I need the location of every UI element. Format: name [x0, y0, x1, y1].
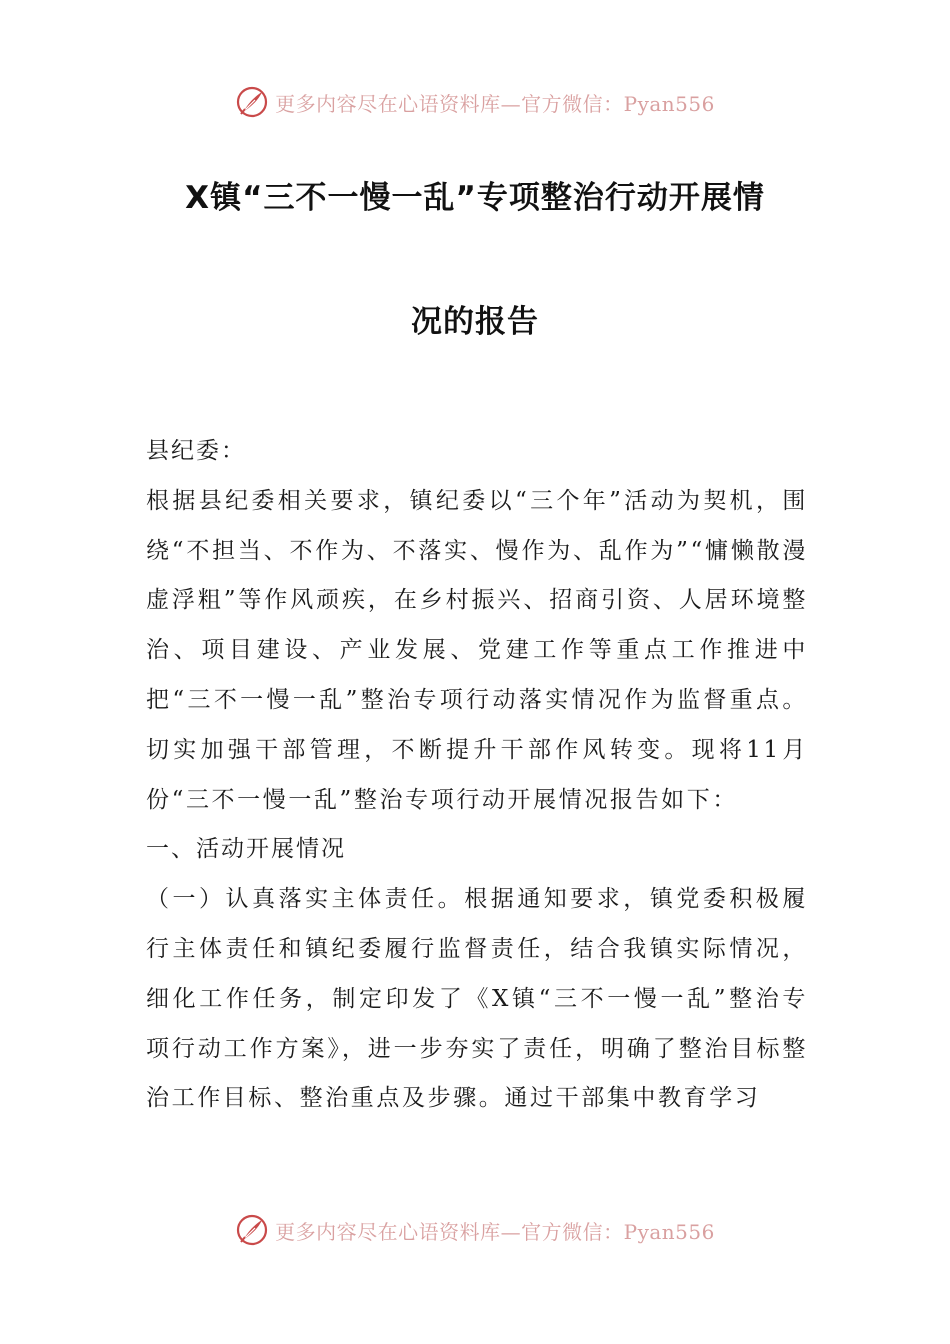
document-title-line-1: X镇“三不一慢一乱”专项整治行动开展情: [185, 180, 765, 216]
salutation: 县纪委：: [146, 438, 246, 464]
watermark-banner-top: [0, 82, 950, 122]
feather-pen-logo-icon: [235, 85, 269, 119]
feather-pen-logo-icon: [235, 1213, 269, 1247]
document-title-line-2: 况的报告: [411, 304, 539, 340]
document-body: [146, 427, 808, 1124]
watermark-text: 更多内容尽在心语资料库—官方微信：Pyan556: [275, 1219, 715, 1244]
watermark-banner-bottom: [0, 1210, 950, 1250]
paragraph-responsibility: （一）认真落实主体责任。根据通知要求，镇党委积极履行主体责任和镇纪委履行监督责任，结合我镇实际情况，细化工作任务，制定印发了《X镇“三不一慢一乱”整治专项行动工作方案》，进一步夯实了责任，明确了整治目标整治工作目标、整治重点及步骤。通过干部集中教育学习: [146, 886, 808, 1112]
section-heading-1: 一、活动开展情况: [146, 836, 346, 863]
paragraph-intro: 根据县纪委相关要求，镇纪委以“三个年”活动为契机，围绕“不担当、不作为、不落实、慢作为、乱作为”“慵懒散漫虚浮粗”等作风顽疾，在乡村振兴、招商引资、人居环境整治、项目建设、产业发展、党建工作等重点工作推进中把“三不一慢一乱”整治专项行动落实情况作为监督重点。切实加强干部管理，不断提升干部作风转变。现将11月份“三不一慢一乱”整治专项行动开展情况报告如下：: [146, 487, 808, 813]
watermark-text: 更多内容尽在心语资料库—官方微信：Pyan556: [275, 91, 715, 116]
